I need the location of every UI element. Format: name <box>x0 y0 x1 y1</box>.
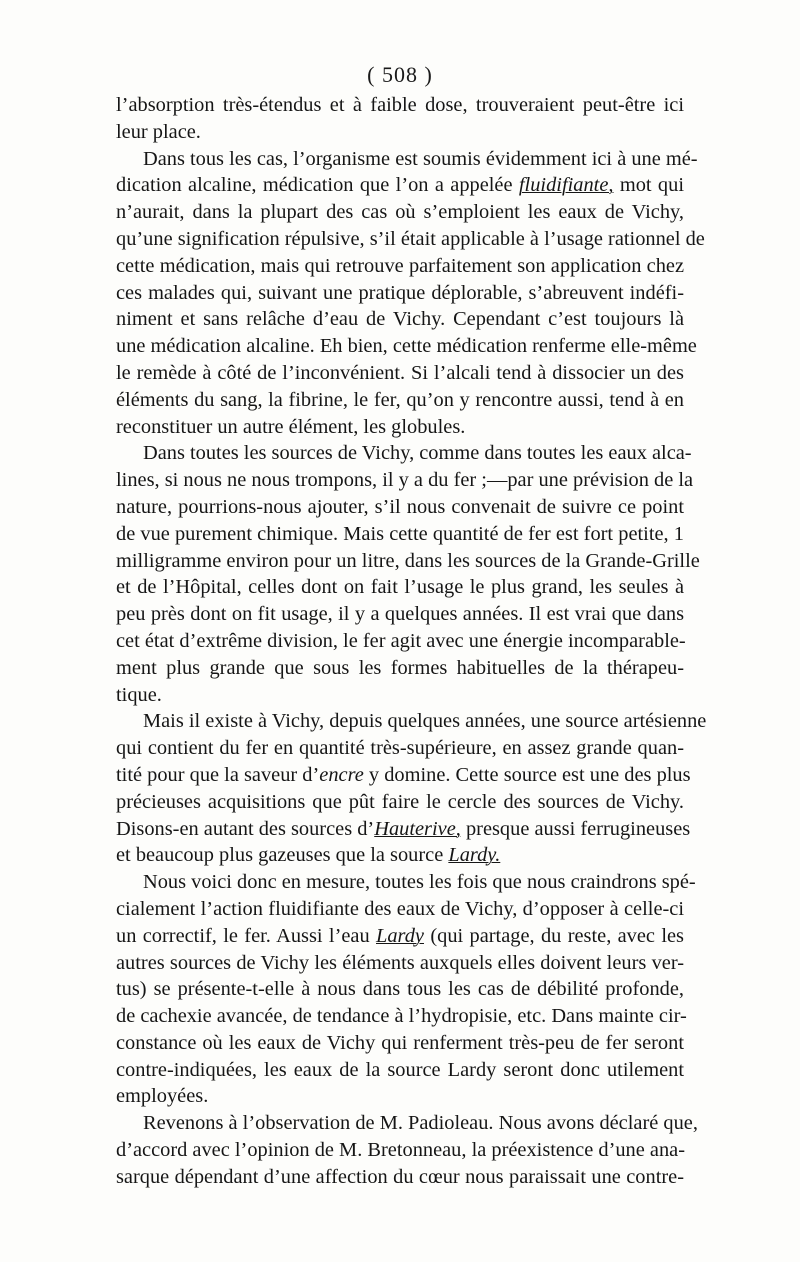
text-line <box>116 923 684 950</box>
text-line: lines, si nous ne nous trompons, il y a du fer ;—par une prévision de la <box>116 469 694 492</box>
text-line: Dans toutes les sources de Vichy, comme dans toutes les eaux alca- <box>143 442 692 465</box>
text-line: peu près dont on fit usage, il y a quelques années. Il est vrai que dans <box>116 603 684 626</box>
text-line: employées. <box>116 1085 209 1108</box>
emphasized-term: Lardy. <box>448 844 501 867</box>
text-line: le remède à côté de l’inconvénient. Si l’alcali tend à dissocier un des <box>116 361 684 384</box>
text-line: une médication alcaline. Eh bien, cette médication renferme elle-même <box>116 335 697 358</box>
paragraph <box>116 1110 698 1190</box>
text-line: cialement l’action fluidifiante des eaux de Vichy, d’opposer à celle-ci <box>116 897 684 920</box>
text-fragment: dication alcaline, médication que l’on a appelée <box>116 174 519 197</box>
text-line: cette médication, mais qui retrouve parfaitement son application chez <box>116 254 684 277</box>
text-line: Nous voici donc en mesure, toutes les fois que nous craindrons spé- <box>143 871 696 894</box>
text-line: autres sources de Vichy les éléments auxquels elles doivent leurs ver- <box>116 951 684 974</box>
text-fragment: (qui partage, du reste, avec les <box>423 924 684 947</box>
text-line: de cachexie avancée, de tendance à l’hydropisie, etc. Dans mainte cir- <box>116 1005 687 1028</box>
text-fragment: mot qui <box>613 174 684 197</box>
text-fragment: presque aussi ferrugineuses <box>460 817 691 840</box>
paragraph <box>116 869 696 1110</box>
text-line <box>116 842 684 869</box>
text-fragment: et beaucoup plus gazeuses que la source <box>116 844 449 867</box>
text-line: ces malades qui, suivant une pratique déplorable, s’abreuvent indéfi- <box>116 281 684 304</box>
text-line: l’absorption très-étendus et à faible dose, trouveraient peut-être ici <box>116 94 684 116</box>
text-line: précieuses acquisitions que pût faire le cercle des sources de Vichy. <box>116 790 684 813</box>
emphasized-term: Hauterive, <box>374 817 461 840</box>
text-line: contre-indiquées, les eaux de la source Lardy seront donc utilement <box>116 1058 684 1081</box>
text-line: ment plus grande que sous les formes habituelles de la thérapeu- <box>116 656 684 679</box>
text-line: tus) se présente-t-elle à nous dans tous les cas de débilité profonde, <box>116 978 684 1001</box>
paragraph <box>116 92 684 146</box>
paragraph <box>116 440 700 708</box>
page-number: ( 508 ) <box>367 62 433 87</box>
text-line: sarque dépendant d’une affection du cœur nous paraissait une contre- <box>116 1165 684 1188</box>
paragraph <box>116 708 707 869</box>
text-line: milligramme environ pour un litre, dans les sources de la Grande-Grille <box>116 549 700 572</box>
text-line: n’aurait, dans la plupart des cas où s’emploient les eaux de Vichy, <box>116 201 684 224</box>
text-fragment: y domine. Cette source est une des plus <box>363 763 691 786</box>
text-line: qu’une signification répulsive, s’il était applicable à l’usage rationnel de <box>116 227 705 250</box>
text-line: Mais il existe à Vichy, depuis quelques années, une source artésienne <box>143 710 707 733</box>
emphasized-term: fluidifiante, <box>518 174 614 197</box>
text-fragment: un correctif, le fer. Aussi l’eau <box>116 924 377 947</box>
paragraph <box>116 146 705 441</box>
text-line: Dans tous les cas, l’organisme est soumis évidemment ici à une mé- <box>143 147 698 170</box>
text-line: et de l’Hôpital, celles dont on fait l’usage le plus grand, les seules à <box>116 576 684 599</box>
text-line: reconstituer un autre élément, les globules. <box>116 415 466 438</box>
text-line: nature, pourrions-nous ajouter, s’il nous convenait de suivre ce point <box>116 495 684 518</box>
text-line: leur place. <box>116 120 201 143</box>
text-line: de vue purement chimique. Mais cette quantité de fer est fort petite, 1 <box>116 522 684 545</box>
text-line: cet état d’extrême division, le fer agit avec une énergie incomparable- <box>116 629 686 652</box>
text-line: éléments du sang, la fibrine, le fer, qu’on y rencontre aussi, tend à en <box>116 388 684 411</box>
text-line: tique. <box>116 683 162 706</box>
text-line: Revenons à l’observation de M. Padioleau. Nous avons déclaré que, <box>143 1112 698 1135</box>
emphasized-term: Lardy <box>376 924 424 947</box>
text-line <box>116 762 691 789</box>
text-line: d’accord avec l’opinion de M. Bretonneau, la préexistence d’une ana- <box>116 1139 685 1162</box>
text-fragment: Disons-en autant des sources d’ <box>116 817 375 840</box>
text-line <box>116 816 691 843</box>
text-line: constance où les eaux de Vichy qui renferment très-peu de fer seront <box>116 1031 684 1054</box>
text-line: niment et sans relâche d’eau de Vichy. Cependant c’est toujours là <box>116 308 684 331</box>
text-line <box>116 172 684 199</box>
emphasized-term: encre <box>319 763 364 786</box>
text-fragment: tité pour que la saveur d’ <box>116 763 320 786</box>
text-line: qui contient du fer en quantité très-supérieure, en assez grande quan- <box>116 737 684 760</box>
body-text <box>116 92 707 1191</box>
